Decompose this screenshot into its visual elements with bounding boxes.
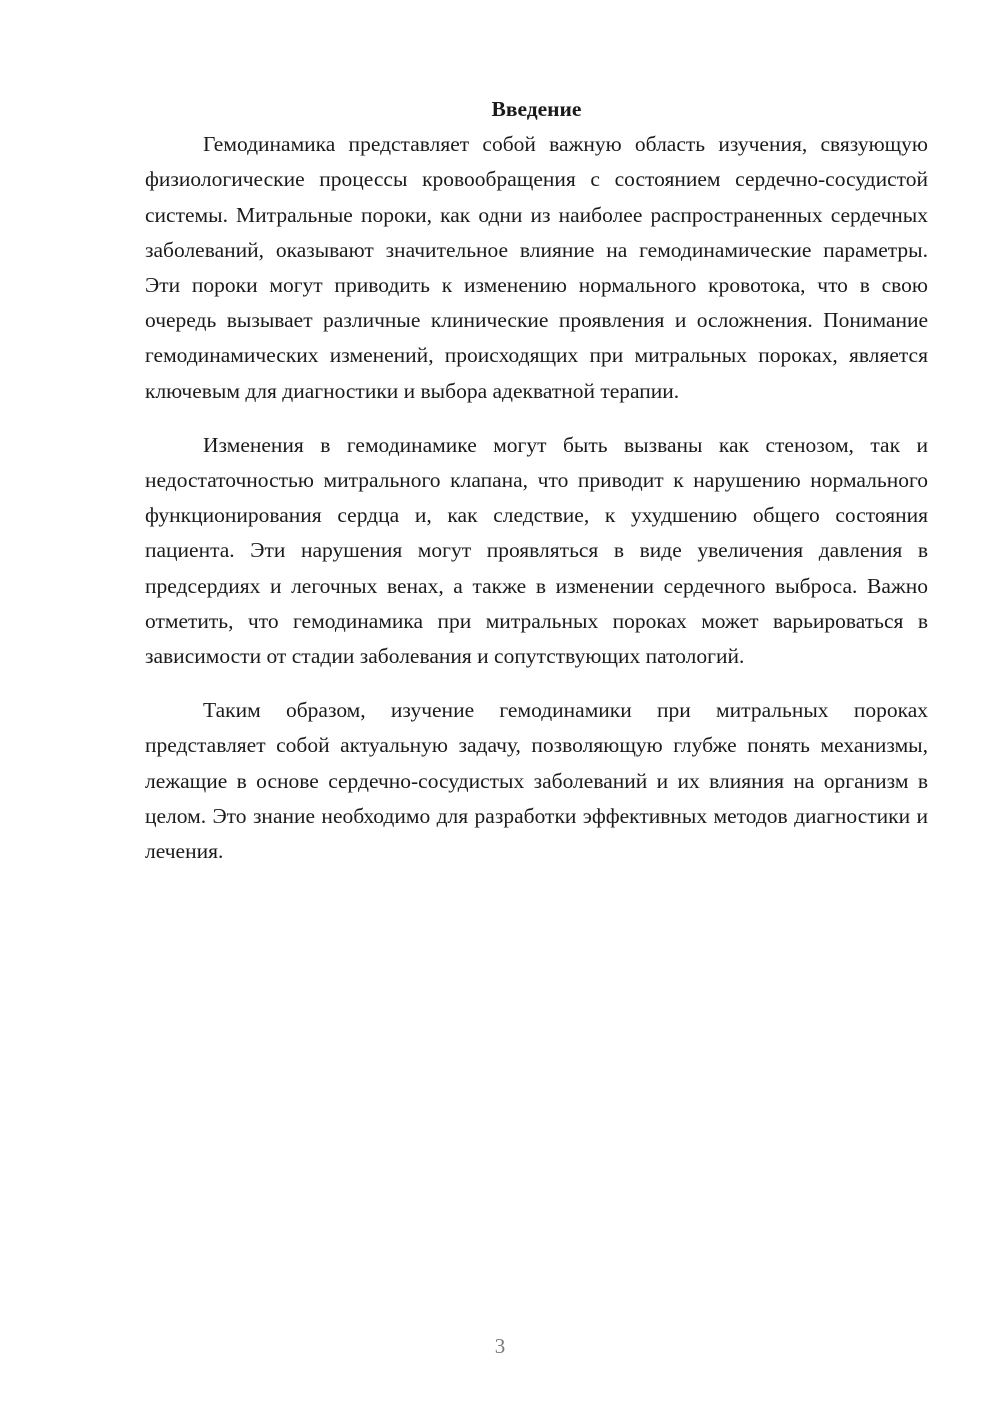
paragraph-3: Таким образом, изучение гемодинамики при митральных пороках представляет собой актуальную задачу, позволяющую глубже понять механизмы, лежащие в основе сердечно-сосудистых заболеваний и их влияния на организм в целом. Это знание необходимо для разработки эффективных методов диагностики и лечения. <box>145 698 928 864</box>
page-number: 3 <box>494 1334 506 1358</box>
paragraph-2: Изменения в гемодинамике могут быть вызваны как стенозом, так и недостаточностью митрального клапана, что приводит к нарушению нормального функционирования сердца и, как следствие, к ухудшению общего состояния пациента. Эти нарушения могут проявляться в виде увеличения давления в предсердиях и легочных венах, а также в изменении сердечного выброса. Важно отметить, что гемодинамика при митральных пороках может варьироваться в зависимости от стадии заболевания и сопутствующих патологий. <box>145 432 928 669</box>
page-content <box>145 92 928 888</box>
section-heading: Введение <box>491 97 582 121</box>
paragraph-1: Гемодинамика представляет собой важную область изучения, связующую физиологические процессы кровообращения с состоянием сердечно-сосудистой системы. Митральные пороки, как одни из наиболее распространенных сердечных заболеваний, оказывают значительное влияние на гемодинамические параметры. Эти пороки могут приводить к изменению нормального кровотока, что в свою очередь вызывает различные клинические проявления и осложнения. Понимание гемодинамических изменений, происходящих при митральных пороках, является ключевым для диагностики и выбора адекватной терапии. <box>145 132 928 403</box>
